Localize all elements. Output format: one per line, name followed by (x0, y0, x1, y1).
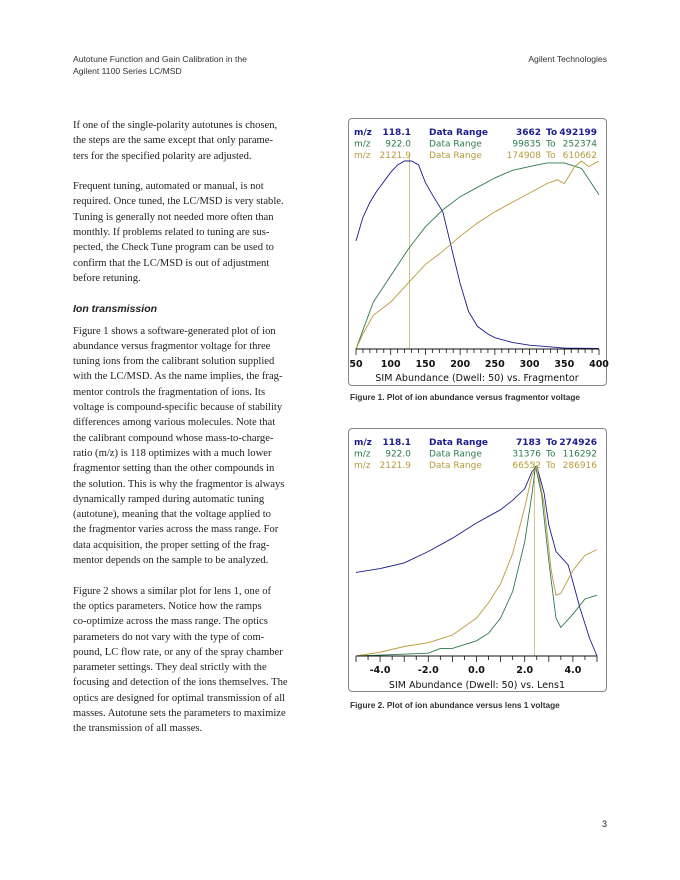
x-axis-title: SIM Abundance (Dwell: 50) vs. Lens1 (388, 680, 566, 691)
text-line: parameters do not vary with the type of com- (73, 631, 265, 643)
text-line: pound, LC flow rate, or any of the spray chamber (73, 646, 283, 658)
legend-mz: 118.1 (382, 128, 411, 138)
series-line-mz-922.0 (356, 163, 599, 349)
legend-max: 252374 (562, 139, 597, 150)
legend-max: 610662 (562, 151, 597, 161)
text-line: the fragmentor varies across the mass range. For (73, 524, 279, 536)
text-line: the calibrant compound whose mass-to-charge- (73, 432, 274, 444)
figure-1-plot (348, 118, 607, 386)
x-axis-title: SIM Abundance (Dwell: 50) vs. Fragmentor (375, 373, 579, 384)
text-line: Frequent tuning, automated or manual, is not (73, 181, 264, 193)
x-tick-label: -2.0 (417, 665, 439, 676)
legend-min: 31376 (512, 449, 541, 460)
x-tick-label: 150 (415, 359, 436, 370)
series-line-mz-922.0 (356, 466, 597, 656)
paragraph (73, 118, 343, 164)
legend-mz: 2121.9 (379, 461, 411, 471)
series-line-mz-118.1 (356, 161, 599, 348)
x-tick-label: 2.0 (516, 665, 534, 676)
text-line: focusing and detection of the ions themselves. The (73, 677, 288, 689)
section-heading: Ion transmission (73, 302, 158, 315)
legend-mz_label: m/z (354, 438, 372, 448)
text-line: ratio (m/z) is 118 optimizes with a much lower (73, 447, 272, 459)
lens1-plot-svg (349, 429, 606, 691)
page-number: 3 (601, 819, 607, 829)
text-line: fragmentor setting than the other compounds in (73, 463, 275, 475)
text-line: ters for the specified polarity are adjusted. (73, 150, 252, 162)
legend-range_label: Data Range (429, 128, 489, 138)
legend-min: 99835 (512, 139, 541, 150)
legend-max: 274926 (559, 438, 597, 448)
legend-mz_label: m/z (354, 151, 371, 161)
text-line: If one of the single-polarity autotunes is chosen, (73, 120, 278, 131)
header-line: Autotune Function and Gain Calibration in the (73, 54, 247, 64)
legend-to: To (546, 139, 556, 150)
legend-min: 3662 (515, 128, 541, 138)
text-line: dynamically ramped during automatic tuning (73, 493, 265, 505)
legend-mz_label: m/z (354, 461, 371, 471)
legend-to: To (546, 151, 556, 161)
text-line: masses. Autotune sets the parameters to maximize (73, 707, 286, 719)
text-line: data acquisition, the proper setting of the frag- (73, 539, 270, 551)
text-line: Figure 1 shows a software-generated plot of ion (73, 325, 276, 337)
legend-max: 492199 (559, 128, 597, 138)
legend-mz: 2121.9 (379, 151, 411, 161)
legend-min: 7183 (515, 438, 541, 448)
legend-to: To (546, 128, 558, 138)
text-line: parameter settings. They deal strictly with the (73, 662, 267, 674)
text-line: monthly. If problems related to tuning are sus- (73, 227, 270, 239)
legend-mz: 118.1 (382, 438, 411, 448)
text-line: the steps are the same except that only parame- (73, 135, 274, 147)
text-line: the optics parameters. Notice how the ramps (73, 600, 262, 612)
text-line: tuning ions from the calibrant solution supplied (73, 356, 275, 368)
text-line: pected, the Check Tune program can be used to (73, 242, 274, 254)
legend-max: 286916 (562, 461, 597, 471)
legend-range_label: Data Range (429, 461, 482, 471)
text-line: (autotune), meaning that the voltage applied to (73, 509, 271, 521)
x-tick-label: 300 (519, 359, 540, 370)
legend-range_label: Data Range (429, 151, 482, 161)
text-line: with the LC/MSD. As the name implies, the frag- (73, 371, 283, 383)
legend-mz_label: m/z (354, 128, 372, 138)
legend-range_label: Data Range (429, 139, 482, 150)
figure-1-caption: Figure 1. Plot of ion abundance versus fragmentor voltage (350, 392, 581, 402)
legend-range_label: Data Range (429, 438, 489, 448)
x-tick-label: -4.0 (369, 665, 391, 676)
text-line: abundance versus fragmentor voltage for three (73, 340, 271, 352)
running-header-company: Agilent Technologies (528, 54, 607, 64)
legend-mz: 922.0 (385, 449, 411, 460)
x-tick-label: 100 (380, 359, 401, 370)
paragraph (73, 584, 343, 737)
legend-to: To (546, 438, 558, 448)
series-line-mz-2121.9 (356, 161, 599, 349)
body-text-column (73, 118, 343, 752)
x-tick-label: 400 (589, 359, 609, 370)
x-tick-label: 200 (450, 359, 471, 370)
header-line: Agilent 1100 Series LC/MSD (73, 65, 182, 76)
text-line: confirm that the LC/MSD is out of adjustment (73, 257, 270, 269)
running-header-title (73, 54, 247, 77)
text-line: Figure 2 shows a similar plot for lens 1, one of (73, 585, 272, 597)
legend-min: 66552 (512, 461, 541, 471)
legend-mz_label: m/z (354, 139, 371, 150)
text-line: required. Once tuned, the LC/MSD is very stable. (73, 196, 284, 208)
x-tick-label: 4.0 (564, 665, 582, 676)
legend-to: To (546, 461, 556, 471)
text-line: the solution. This is why the fragmentor is always (73, 478, 285, 490)
paragraph (73, 324, 343, 569)
x-tick-label: 350 (554, 359, 575, 370)
paragraph (73, 179, 343, 286)
text-line: mentor depends on the sample to be analyzed. (73, 555, 269, 567)
legend-mz_label: m/z (354, 449, 371, 460)
text-line: differences among various molecules. Note that (73, 417, 276, 429)
x-tick-label: 250 (484, 359, 505, 370)
legend-max: 116292 (562, 449, 597, 460)
legend-range_label: Data Range (429, 449, 482, 460)
text-line: Tuning is generally not needed more often than (73, 211, 274, 223)
legend-mz: 922.0 (385, 139, 411, 150)
text-line: the transmission of all masses. (73, 723, 203, 735)
fragmentor-plot-svg (349, 119, 609, 385)
figure-2-plot (348, 428, 607, 692)
legend-to: To (546, 449, 556, 460)
text-line: optics are designed for optimal transmission of all (73, 692, 286, 704)
legend-min: 174908 (506, 151, 541, 161)
x-tick-label: 50 (349, 359, 363, 370)
x-tick-label: 0.0 (468, 665, 485, 676)
figure-2-caption: Figure 2. Plot of ion abundance versus lens 1 voltage (350, 700, 560, 710)
text-line: before retuning. (73, 272, 141, 284)
text-line: voltage is compound-specific because of stability (73, 402, 283, 414)
text-line: co-optimize across the mass range. The optics (73, 616, 268, 628)
text-line: mentor controls the fragmentation of ions. Its (73, 386, 266, 398)
